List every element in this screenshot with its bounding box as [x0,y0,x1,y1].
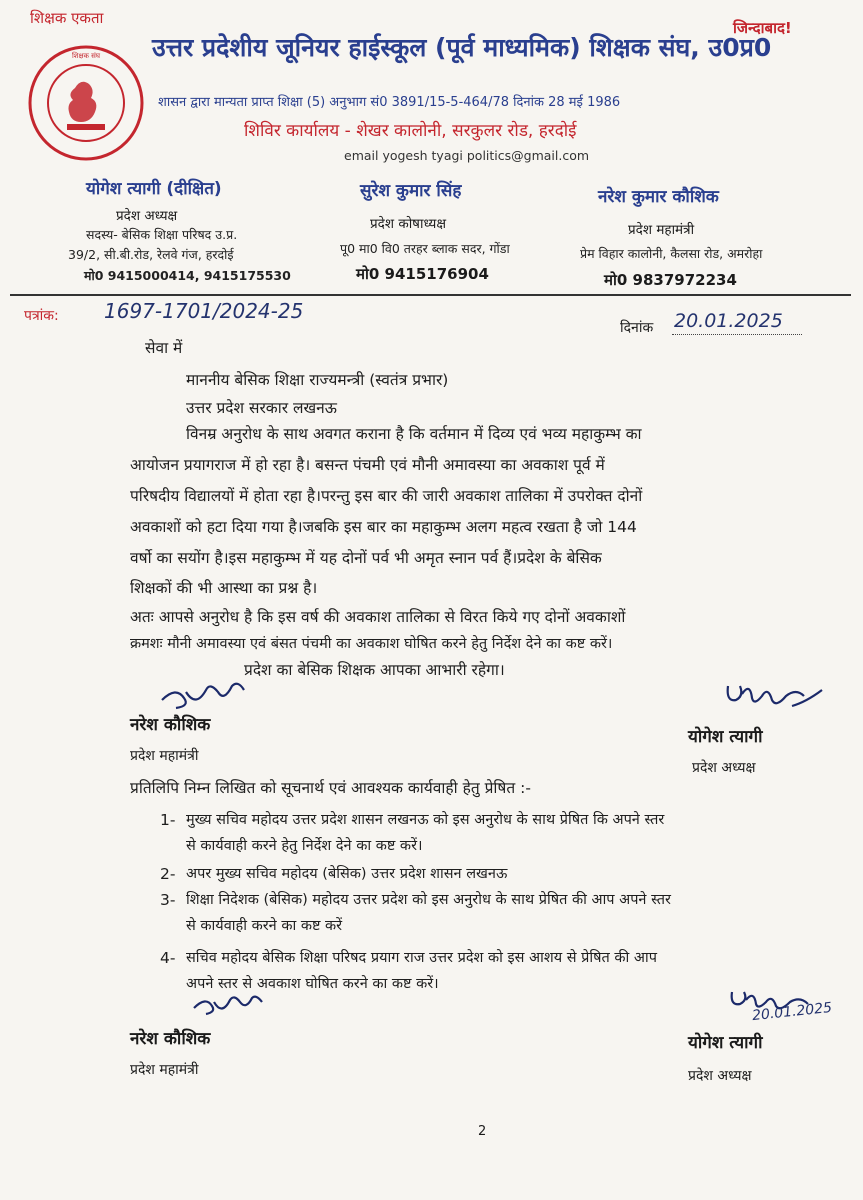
recognition-line: शासन द्वारा मान्यता प्राप्त शिक्षा (5) अनुभाग सं0 3891/15-5-464/78 दिनांक 28 मई 1986 [158,95,621,110]
date-underline [672,334,802,335]
right-signatory-name: योगेश त्यागी [688,727,763,747]
copy-item-number: 3- [160,891,176,909]
left-signatory-name-2: नरेश कौशिक [130,1029,211,1049]
officer-1-name: योगेश त्यागी (दीक्षित) [86,179,222,199]
page-number: 2 [478,1124,487,1139]
copy-item-number: 1- [160,811,176,829]
officer-2-name: सुरेश कुमार सिंह [360,181,462,201]
officer-3-role: प्रदेश महामंत्री [628,222,695,238]
copy-item-line: अपर मुख्य सचिव महोदय (बेसिक) उत्तर प्रदेश शासन लखनऊ [186,866,508,882]
officer-3-line1: प्रेम विहार कालोनी, कैलसा रोड, अमरोहा [580,246,763,261]
addressee-line-2: उत्तर प्रदेश सरकार लखनऊ [186,399,337,417]
signature-date: 20.01.2025 [751,999,833,1025]
tagline-left: शिक्षक एकता [30,9,104,27]
copy-item-line: सचिव महोदय बेसिक शिक्षा परिषद प्रयाग राज उत्तर प्रदेश को इस आशय से प्रेषित की आप [186,950,657,966]
para2-line: क्रमशः मौनी अमावस्या एवं बंसत पंचमी का अवकाश घोषित करने हेतु निर्देश देने का कष्ट करें। [130,636,613,652]
para2-line: अतः आपसे अनुरोध है कि इस वर्ष की अवकाश तालिका से विरत किये गए दोनों अवकाशों [130,608,626,626]
copy-item-number: 2- [160,865,176,883]
svg-text:शिक्षक संघ: शिक्षक संघ [71,52,101,60]
date-value: 20.01.2025 [674,310,783,332]
officer-3-phone: मो0 9837972234 [604,271,737,289]
signature-left-icon [158,680,253,716]
salutation: सेवा में [145,339,183,357]
officer-2-line1: पू0 मा0 वि0 तरहर ब्लाक सदर, गोंडा [340,241,510,256]
para1-line: विनम्र अनुरोध के साथ अवगत कराना है कि वर्तमान में दिव्य एवं भव्य महाकुम्भ का [186,425,642,443]
officer-1-line1: सदस्य- बेसिक शिक्षा परिषद उ.प्र. [86,227,238,242]
para1-line: शिक्षकों की भी आस्था का प्रश्न है। [130,579,318,597]
copy-item-line: से कार्यवाही करने का कष्ट करें [186,918,343,934]
para1-line: आयोजन प्रयागराज में हो रहा है। बसन्त पंचमी एवं मौनी अमावस्या का अवकाश पूर्व में [130,456,605,474]
copy-item-line: मुख्य सचिव महोदय उत्तर प्रदेश शासन लखनऊ को इस अनुरोध के साथ प्रेषित कि अपने स्तर [186,812,665,828]
copy-item-line: शिक्षा निदेशक (बेसिक) महोदय उत्तर प्रदेश को इस अनुरोध के साथ प्रेषित की आप अपने स्तर [186,892,671,908]
copy-item-line: से कार्यवाही करने हेतु निर्देश देने का कष्ट करें। [186,838,423,854]
officer-2-phone: मो0 9415176904 [356,265,489,283]
ref-number: 1697-1701/2024-25 [104,299,304,323]
closing-line: प्रदेश का बेसिक शिक्षक आपका आभारी रहेगा। [244,661,505,679]
signature-left-2-icon [190,992,270,1022]
officer-3-name: नरेश कुमार कौशिक [598,187,719,207]
right-signatory-role: प्रदेश अध्यक्ष [692,760,756,776]
copy-item-line: अपने स्तर से अवकाश घोषित करने का कष्ट करें। [186,976,439,992]
date-label: दिनांक [620,320,654,336]
copy-intro: प्रतिलिपि निम्न लिखित को सूचनार्थ एवं आवश्यक कार्यवाही हेतु प्रेषित :- [130,779,531,797]
para1-line: वर्षो का सयोंग है।इस महाकुम्भ में यह दोनों पर्व भी अमृत स्नान पर्व हैं।प्रदेश के बेसिक [130,549,602,567]
left-signatory-role: प्रदेश महामंत्री [130,748,199,764]
addressee-line-1: माननीय बेसिक शिक्षा राज्यमन्त्री (स्वतंत्र प्रभार) [186,371,449,389]
para1-line: परिषदीय विद्यालयों में होता रहा है।परन्तु इस बार की जारी अवकाश तालिका में उपरोक्त दोनों [130,487,643,505]
ref-label: पत्रांक: [24,308,59,324]
signature-right-icon [722,676,830,720]
copy-item-number: 4- [160,949,176,967]
left-signatory-role-2: प्रदेश महामंत्री [130,1062,199,1078]
para1-line: अवकाशों को हटा दिया गया है।जबकि इस बार का महाकुम्भ अलग महत्व रखता है जो 144 [130,518,637,536]
header-divider [10,294,851,296]
union-seal-icon [27,44,145,162]
tagline-right: जिन्दाबाद! [733,19,792,37]
left-signatory-name: नरेश कौशिक [130,715,211,735]
officer-2-role: प्रदेश कोषाध्यक्ष [370,216,447,232]
right-signatory-name-2: योगेश त्यागी [688,1033,763,1053]
officer-1-phone: मो0 9415000414, 9415175530 [84,268,291,283]
email-line: email yogesh tyagi politics@gmail.com [344,148,590,163]
officer-1-role: प्रदेश अध्यक्ष [116,208,178,224]
org-name: उत्तर प्रदेशीय जूनियर हाईस्कूल (पूर्व माध्यमिक) शिक्षक संघ, उ0प्र0 [152,33,772,62]
officer-1-line2: 39/2, सी.बी.रोड, रेलवे गंज, हरदोई [68,247,234,262]
office-address: शिविर कार्यालय - शेखर कालोनी, सरकुलर रोड, हरदोई [244,121,577,141]
right-signatory-role-2: प्रदेश अध्यक्ष [688,1068,752,1084]
